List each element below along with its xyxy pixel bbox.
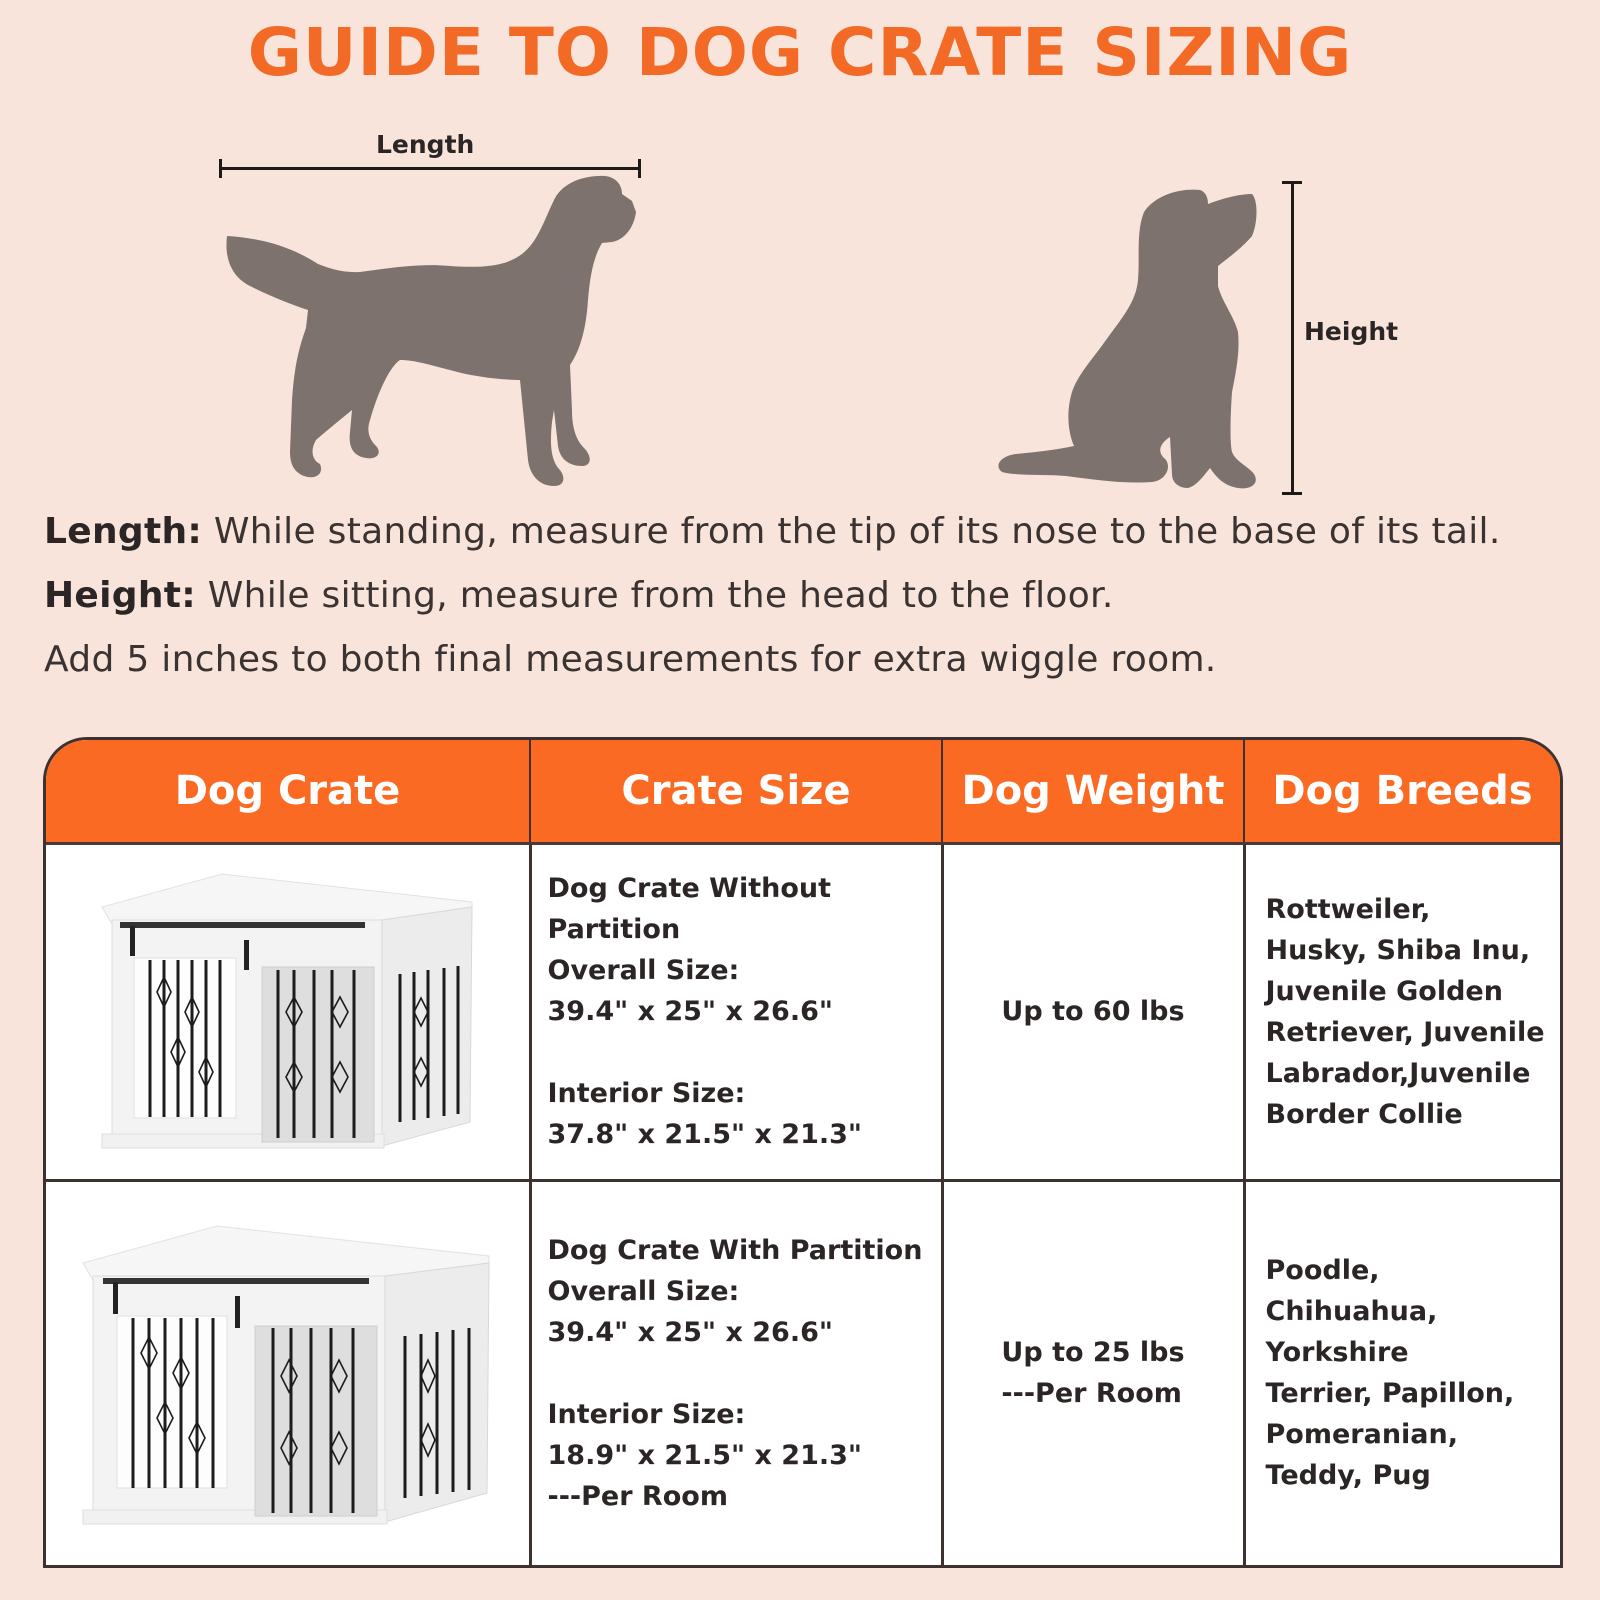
- dog-weight-cell: [942, 843, 1244, 1180]
- length-instruction-text: While standing, measure from the tip of its nose to the base of its tail.: [202, 511, 1501, 552]
- length-instruction: [44, 500, 1584, 564]
- crate-image-cell: [46, 843, 530, 1180]
- crate-without-partition-image: [92, 862, 482, 1162]
- interior-size-value: 37.8" x 21.5" x 21.3": [547, 1119, 862, 1151]
- spacer: [548, 1353, 941, 1394]
- table-row: [46, 843, 1560, 1180]
- crate-image-cell: [46, 1180, 530, 1565]
- overall-size-value: 39.4" x 25" x 26.6": [547, 1316, 833, 1348]
- breed-line: Teddy, Pug: [1265, 1460, 1431, 1492]
- interior-size-label: Interior Size:: [547, 1398, 746, 1430]
- column-header-dog-crate: Dog Crate: [46, 740, 530, 843]
- column-header-dog-weight: Dog Weight: [942, 740, 1244, 843]
- overall-size-label: Overall Size:: [547, 955, 740, 987]
- breed-line: Juvenile Golden: [1265, 975, 1503, 1007]
- overall-size-value: 39.4" x 25" x 26.6": [547, 996, 833, 1028]
- breed-line: Chihuahua,: [1265, 1296, 1438, 1328]
- page-title: GUIDE TO DOG CRATE SIZING: [247, 14, 1353, 91]
- height-measure-cap-top: [1282, 181, 1302, 184]
- column-header-crate-size: Crate Size: [530, 740, 942, 843]
- length-instruction-label: Length:: [44, 511, 203, 552]
- breed-line: Rottweiler,: [1265, 893, 1431, 925]
- dog-breeds-cell: [1244, 843, 1560, 1180]
- weight-limit: Up to 25 lbs: [1001, 1337, 1185, 1369]
- sizing-table: [43, 737, 1563, 1568]
- breed-line: Terrier, Papillon,: [1265, 1378, 1515, 1410]
- interior-size-label: Interior Size:: [547, 1078, 746, 1110]
- crate-model-name: Dog Crate With Partition: [547, 1234, 923, 1266]
- breed-line: Labrador,Juvenile: [1265, 1057, 1531, 1089]
- dog-breeds-cell: [1244, 1180, 1560, 1565]
- crate-size-cell: [530, 843, 942, 1180]
- measurement-instructions: [44, 500, 1584, 692]
- weight-limit-note: ---Per Room: [1001, 1378, 1182, 1410]
- interior-size-note: ---Per Room: [547, 1480, 728, 1512]
- crate-with-partition-image: [77, 1208, 497, 1538]
- breed-line: Retriever, Juvenile: [1265, 1016, 1545, 1048]
- height-instruction: [44, 564, 1584, 628]
- breed-line: Yorkshire: [1265, 1337, 1409, 1369]
- height-instruction-text: While sitting, measure from the head to the floor.: [196, 575, 1114, 616]
- breed-line: Husky, Shiba Inu,: [1265, 934, 1531, 966]
- standing-dog-icon: [220, 170, 640, 500]
- crate-model-name: Dog Crate Without Partition: [547, 873, 831, 946]
- breed-line: Poodle,: [1265, 1255, 1380, 1287]
- wiggle-room-note: Add 5 inches to both final measurements for extra wiggle room.: [44, 639, 1217, 680]
- dog-weight-cell: [942, 1180, 1244, 1565]
- sitting-dog-icon: [996, 182, 1276, 504]
- spacer: [548, 1032, 941, 1073]
- column-header-dog-breeds: Dog Breeds: [1244, 740, 1560, 843]
- height-label: Height: [1304, 317, 1399, 346]
- overall-size-label: Overall Size:: [547, 1275, 740, 1307]
- table-header-row: [46, 740, 1560, 843]
- height-measure-line: [1291, 182, 1294, 494]
- crate-size-cell: [530, 1180, 942, 1565]
- weight-limit: Up to 60 lbs: [1001, 996, 1185, 1028]
- breed-line: Pomeranian,: [1265, 1419, 1458, 1451]
- table-row: [46, 1180, 1560, 1565]
- weight-limit-block: [1001, 1332, 1184, 1414]
- height-instruction-label: Height:: [44, 575, 196, 616]
- interior-size-value: 18.9" x 21.5" x 21.3": [547, 1439, 862, 1471]
- height-measure-cap-bottom: [1282, 492, 1302, 495]
- length-label: Length: [376, 130, 475, 159]
- breed-line: Border Collie: [1265, 1098, 1463, 1130]
